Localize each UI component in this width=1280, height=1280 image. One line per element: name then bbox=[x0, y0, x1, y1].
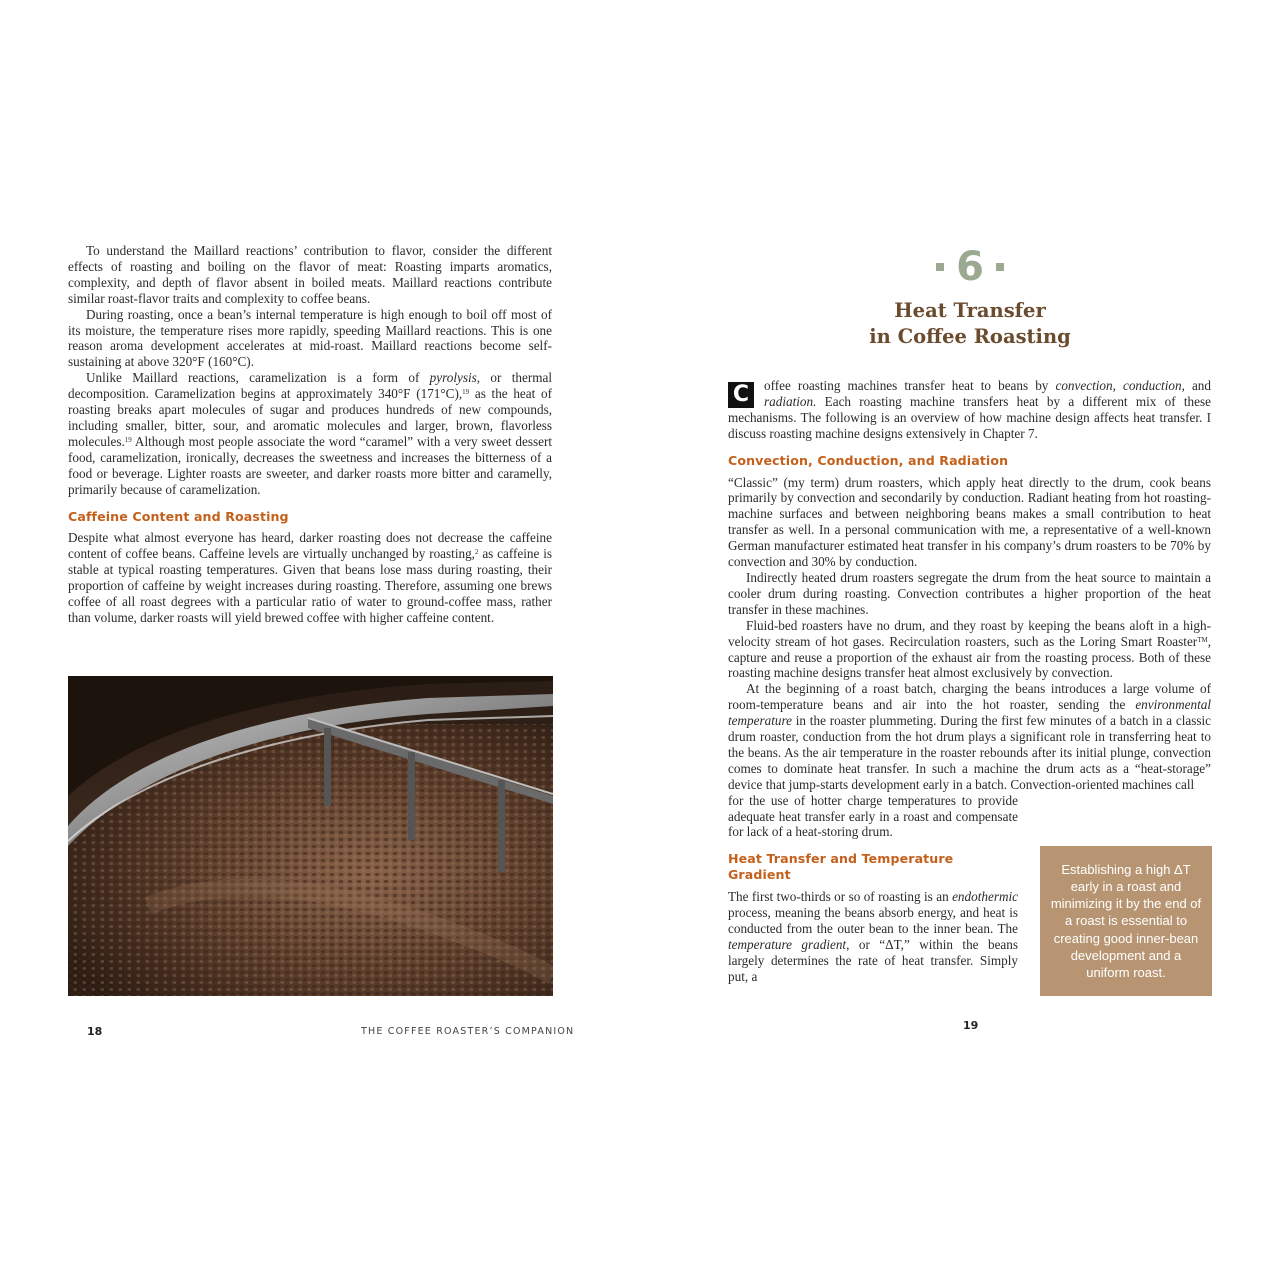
footnote-ref: 19 bbox=[462, 388, 470, 397]
footnote-ref: 19 bbox=[124, 435, 132, 444]
paragraph-indirect-drum: Indirectly heated drum roasters segregate the drum from the heat source to maintain a cooler drum during roasting. Convection contributes a higher proportion of the heat transfer in these machines. bbox=[728, 569, 1211, 617]
narrow-column bbox=[728, 793, 1018, 985]
left-body-text bbox=[68, 243, 552, 626]
paragraph-intro: C offee roasting machines transfer heat to beans by convection, conduction, and radiation. Each roasting machine transfers heat by a different mix of these mechanisms. The following is an overview of how machine design affects heat transfer. I discuss roasting machine designs extensively in Chapter 7. bbox=[728, 378, 1211, 441]
subhead-caffeine: Caffeine Content and Roasting bbox=[68, 508, 289, 524]
paragraph-classic-drum: “Classic” (my term) drum roasters, which apply heat directly to the drum, cook beans primarily by convection and secondarily by conduction. Radiant heating from hot roasting-machine surfaces and between neighboring beans makes a small contribution to heat transfer as well. In a personal communication with me, a representative of a well-known German manufacturer estimated heat transfer in his company’s drum roasters to be 70% by convection and 30% by conduction. bbox=[728, 474, 1211, 570]
chapter-number: 6 bbox=[928, 242, 1012, 292]
footnote-ref: 2 bbox=[474, 548, 479, 557]
bullet-square-icon bbox=[996, 263, 1004, 271]
roasting-beans-image bbox=[68, 676, 553, 996]
pull-quote-callout: Establishing a high ΔT early in a roast and minimizing it by the end of a roast is essential to creating good inner-bean development and a uniform roast. bbox=[1040, 846, 1212, 996]
paragraph-maillard-flavor: To understand the Maillard reactions’ contribution to flavor, consider the different effects of roasting and boiling on the flavor of meat: Roasting imparts aromatics, complexity, and depth of flavor absent in boiled meats. Maillard reactions contribute similar roast-flavor traits and complexity to coffee beans. bbox=[68, 243, 552, 306]
paragraph-caffeine: Despite what almost everyone has heard, darker roasting does not decrease the caffeine content of coffee beans. Caffeine levels are virtually unchanged by roasting,$^2$ as caffeine is stable at typical roasting temperatures. Given that beans lose mass during roasting, their proportion of caffeine by weight increases during roasting. Therefore, assuming one brews coffee of all roast degrees with a particular ratio of water to ground-coffee mass, rather than volume, darker roasts will yield brewed coffee with higher caffeine content. bbox=[68, 530, 552, 625]
paragraph-charge: At the beginning of a roast batch, charging the beans introduces a large volume of room-temperature beans and air into the hot roaster, sending the environmental temperature in the roaster plummeting. During the first few minutes of a batch in a classic drum roaster, conduction from the hot drum plays a significant role in transferring heat to the beans. As the air temperature in the roaster rebounds after its initial plunge, convection comes to dominate heat transfer. In such a machine the drum acts as a “heat-storage” device that jump-starts development early in a batch. Convection-oriented machines call bbox=[728, 681, 1211, 792]
chapter-title: Heat Transfer in Coffee Roasting bbox=[869, 299, 1071, 348]
bullet-square-icon bbox=[936, 263, 944, 271]
subhead-gradient: Heat Transfer and Temperature Gradient bbox=[728, 851, 954, 883]
paragraph-fluid-bed: Fluid-bed roasters have no drum, and they roast by keeping the beans aloft in a high-velocity stream of hot gases. Recirculation roasters, such as the Loring Smart Roaster™, capture and reuse a proportion of the exhaust air from the roasting process. Both of these roasting machine designs transfer heat almost exclusively by convection. bbox=[728, 617, 1211, 681]
drop-cap: C bbox=[728, 382, 754, 408]
paragraph-gradient: The first two-thirds or so of roasting is an endothermic process, meaning the beans absorb energy, and heat is conducted from the outer bean to the inner bean. The temperature gradient, or “ΔT,” within the beans largely determines the rate of heat transfer. Simply put, a bbox=[728, 889, 1019, 984]
paragraph-maillard-roasting: During roasting, once a bean’s internal temperature is high enough to boil off most of its moisture, the temperature rises more rapidly, speeding Maillard reactions. This is one reason aroma development accelerates at mid-roast. Maillard reactions become self-sustaining at above 320°F (160°C). bbox=[68, 306, 552, 370]
page-number-left: 18 bbox=[87, 1025, 103, 1038]
running-head: THE COFFEE ROASTER’S COMPANION bbox=[361, 1026, 575, 1037]
page-number-right: 19 bbox=[963, 1019, 979, 1032]
subhead-convection: Convection, Conduction, and Radiation bbox=[728, 452, 1009, 468]
paragraph-caramelization: Unlike Maillard reactions, caramelization is a form of pyrolysis, or thermal decomposition. Caramelization begins at approximately 340°F (171°C),$^{19}$ as the heat of roasting breaks apart molecules of sugar and produces hundreds of new compounds, including smaller, bitter, sour, and aromatic molecules and larger, brown, flavorless molecules.$^{19}$ Although most people associate the word “caramel” with a very sweet dessert food, caramelization, ironically, decreases the sweetness and increases the bitterness of a food or beverage. Lighter roasts are sweeter, and darker roasts more bitter and caramelly, primarily because of caramelization. bbox=[68, 370, 553, 497]
paragraph-charge-continued: for the use of hotter charge temperatures to provide adequate heat transfer early in a roast and compensate for lack of a heat-storing drum. bbox=[728, 792, 1018, 840]
coffee-roaster-photo bbox=[68, 676, 553, 996]
